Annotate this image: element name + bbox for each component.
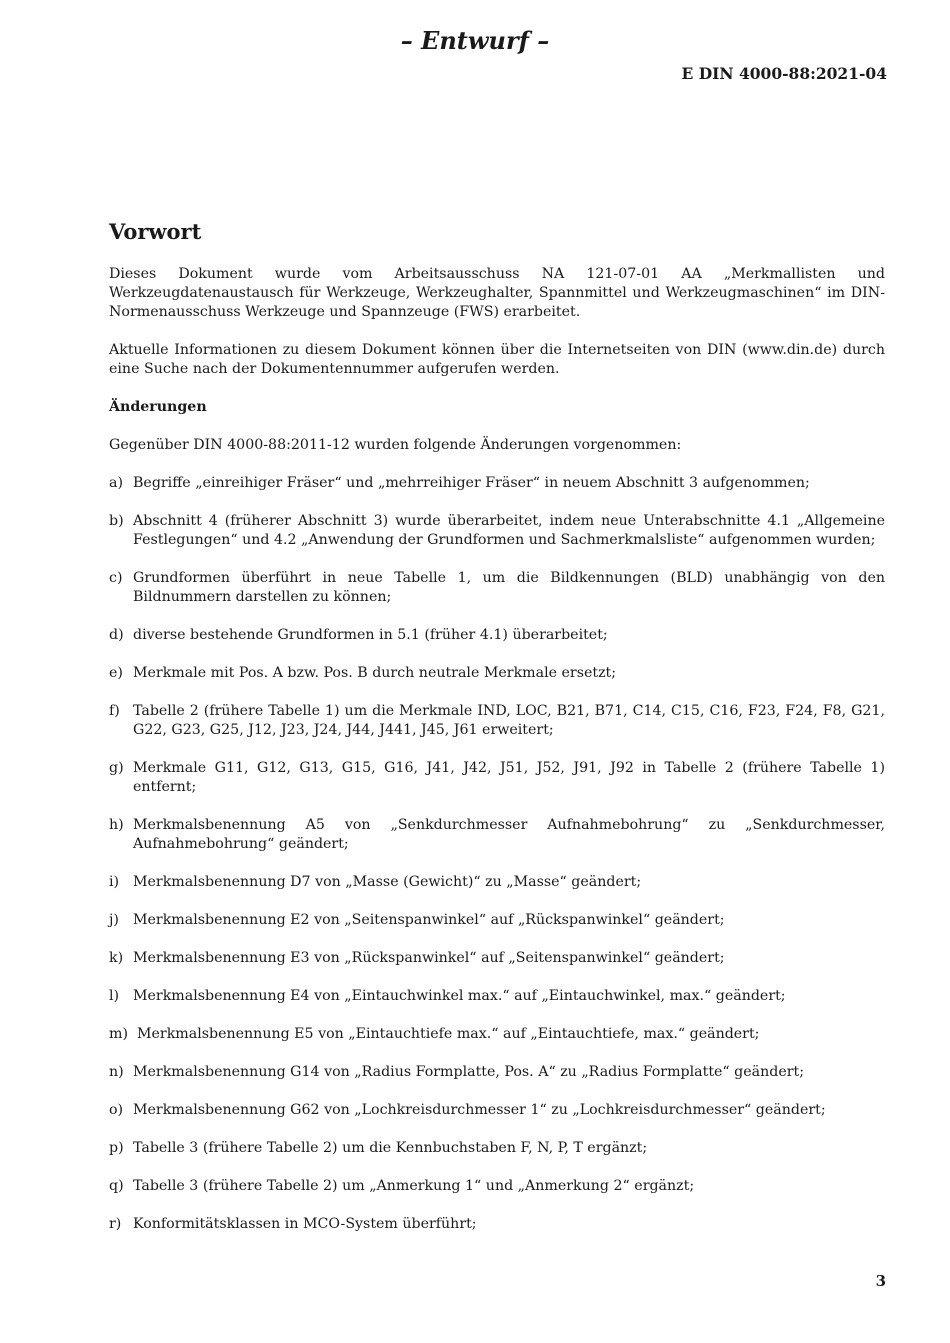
- list-item-label: k): [109, 950, 124, 966]
- list-item-text: Abschnitt 4 (früherer Abschnitt 3) wurde überarbeitet, indem neue Unterabschnitte 4.1 „Allgemeine Festlegungen“ und 4.2 „Anwendung der Grundformen und Sachmerkmalsliste“ aufgenommen wurden;: [133, 513, 885, 548]
- list-item: [109, 1025, 885, 1044]
- list-item-label: c): [109, 570, 123, 586]
- list-item: [109, 569, 885, 607]
- list-item-label: i): [109, 874, 120, 890]
- list-item-label: d): [109, 627, 124, 643]
- list-item-label: f): [109, 703, 120, 719]
- page-number: 3: [875, 1272, 886, 1290]
- list-item-text: Merkmalsbenennung E3 von „Rückspanwinkel“ auf „Seitenspanwinkel“ geändert;: [133, 950, 725, 966]
- list-item-label: n): [109, 1064, 124, 1080]
- list-item-text: Merkmalsbenennung D7 von „Masse (Gewicht)“ zu „Masse“ geändert;: [133, 874, 642, 890]
- list-item: [109, 911, 885, 930]
- list-item-label: m): [109, 1026, 128, 1042]
- list-item-text: Konformitätsklassen in MCO-System überführt;: [133, 1216, 477, 1232]
- list-item-text: Merkmalsbenennung E2 von „Seitenspanwinkel“ auf „Rückspanwinkel“ geändert;: [133, 912, 725, 928]
- list-item-label: j): [109, 912, 119, 928]
- foreword-paragraph: Aktuelle Informationen zu diesem Dokument können über die Internetseiten von DIN (www.din.de) durch eine Suche nach der Dokumentennummer aufgerufen werden.: [109, 342, 885, 377]
- list-item-text: Merkmalsbenennung G62 von „Lochkreisdurchmesser 1“ zu „Lochkreisdurchmesser“ geändert;: [133, 1102, 826, 1118]
- list-item-label: b): [109, 513, 124, 529]
- foreword-paragraph: Dieses Dokument wurde vom Arbeitsausschuss NA 121-07-01 AA „Merkmallisten und Werkzeugdatenaustausch für Werkzeuge, Werkzeughalter, Spannmittel und Werkzeugmaschinen“ im DIN-Normenausschuss Werkzeuge und Spannzeuge (FWS) erarbeitet.: [109, 266, 885, 320]
- list-item-label: p): [109, 1140, 124, 1156]
- list-item-label: l): [109, 988, 120, 1004]
- section-title: Vorwort: [109, 219, 202, 244]
- list-item: [109, 949, 885, 968]
- draft-mark: – Entwurf –: [400, 26, 550, 55]
- list-item-text: Merkmale G11, G12, G13, G15, G16, J41, J42, J51, J52, J91, J92 in Tabelle 2 (frühere Tabelle 1) entfernt;: [133, 760, 885, 795]
- list-item: [109, 1101, 885, 1120]
- document-id: E DIN 4000-88:2021-04: [681, 64, 887, 83]
- list-item: [109, 512, 885, 550]
- list-item-text: Merkmalsbenennung E5 von „Eintauchtiefe max.“ auf „Eintauchtiefe, max.“ geändert;: [137, 1026, 760, 1042]
- list-item-text: Merkmale mit Pos. A bzw. Pos. B durch neutrale Merkmale ersetzt;: [133, 665, 617, 681]
- list-item-text: Tabelle 3 (frühere Tabelle 2) um „Anmerkung 1“ und „Anmerkung 2“ ergänzt;: [133, 1178, 695, 1194]
- list-item: [109, 1177, 885, 1196]
- list-item: [109, 759, 885, 797]
- list-item-label: h): [109, 817, 124, 833]
- list-item-label: g): [109, 760, 124, 776]
- list-item: [109, 1063, 885, 1082]
- list-item: [109, 873, 885, 892]
- list-item-text: Tabelle 2 (frühere Tabelle 1) um die Merkmale IND, LOC, B21, B71, C14, C15, C16, F23, F24, F8, G21, G22, G23, G25, J12, J23, J24, J44, J441, J45, J61 erweitert;: [133, 703, 885, 738]
- list-item: [109, 626, 885, 645]
- list-item-text: Begriffe „einreihiger Fräser“ und „mehrreihiger Fräser“ in neuem Abschnitt 3 aufgenommen;: [133, 475, 810, 491]
- list-item-label: q): [109, 1178, 124, 1194]
- changes-intro: Gegenüber DIN 4000-88:2011-12 wurden folgende Änderungen vorgenommen:: [109, 437, 682, 453]
- list-item-text: diverse bestehende Grundformen in 5.1 (früher 4.1) überarbeitet;: [133, 627, 608, 643]
- list-item-text: Merkmalsbenennung A5 von „Senkdurchmesser Aufnahmebohrung“ zu „Senkdurchmesser, Aufnahmebohrung“ geändert;: [133, 817, 885, 852]
- list-item: [109, 474, 885, 493]
- changes-list: [109, 474, 885, 1234]
- list-item: [109, 1139, 885, 1158]
- list-item-label: a): [109, 475, 123, 491]
- list-item: [109, 1215, 885, 1234]
- list-item: [109, 987, 885, 1006]
- list-item-label: r): [109, 1216, 122, 1232]
- changes-heading: Änderungen: [109, 399, 207, 415]
- list-item: [109, 702, 885, 740]
- list-item-text: Tabelle 3 (frühere Tabelle 2) um die Kennbuchstaben F, N, P, T ergänzt;: [133, 1140, 648, 1156]
- list-item: [109, 664, 885, 683]
- list-item-text: Merkmalsbenennung E4 von „Eintauchwinkel max.“ auf „Eintauchwinkel, max.“ geändert;: [133, 988, 786, 1004]
- list-item: [109, 816, 885, 854]
- list-item-text: Grundformen überführt in neue Tabelle 1, um die Bildkennungen (BLD) unabhängig von den Bildnummern darstellen zu können;: [133, 570, 885, 605]
- list-item-text: Merkmalsbenennung G14 von „Radius Formplatte, Pos. A“ zu „Radius Formplatte“ geändert;: [133, 1064, 804, 1080]
- list-item-label: e): [109, 665, 123, 681]
- foreword-section: [109, 219, 885, 1253]
- list-item-label: o): [109, 1102, 124, 1118]
